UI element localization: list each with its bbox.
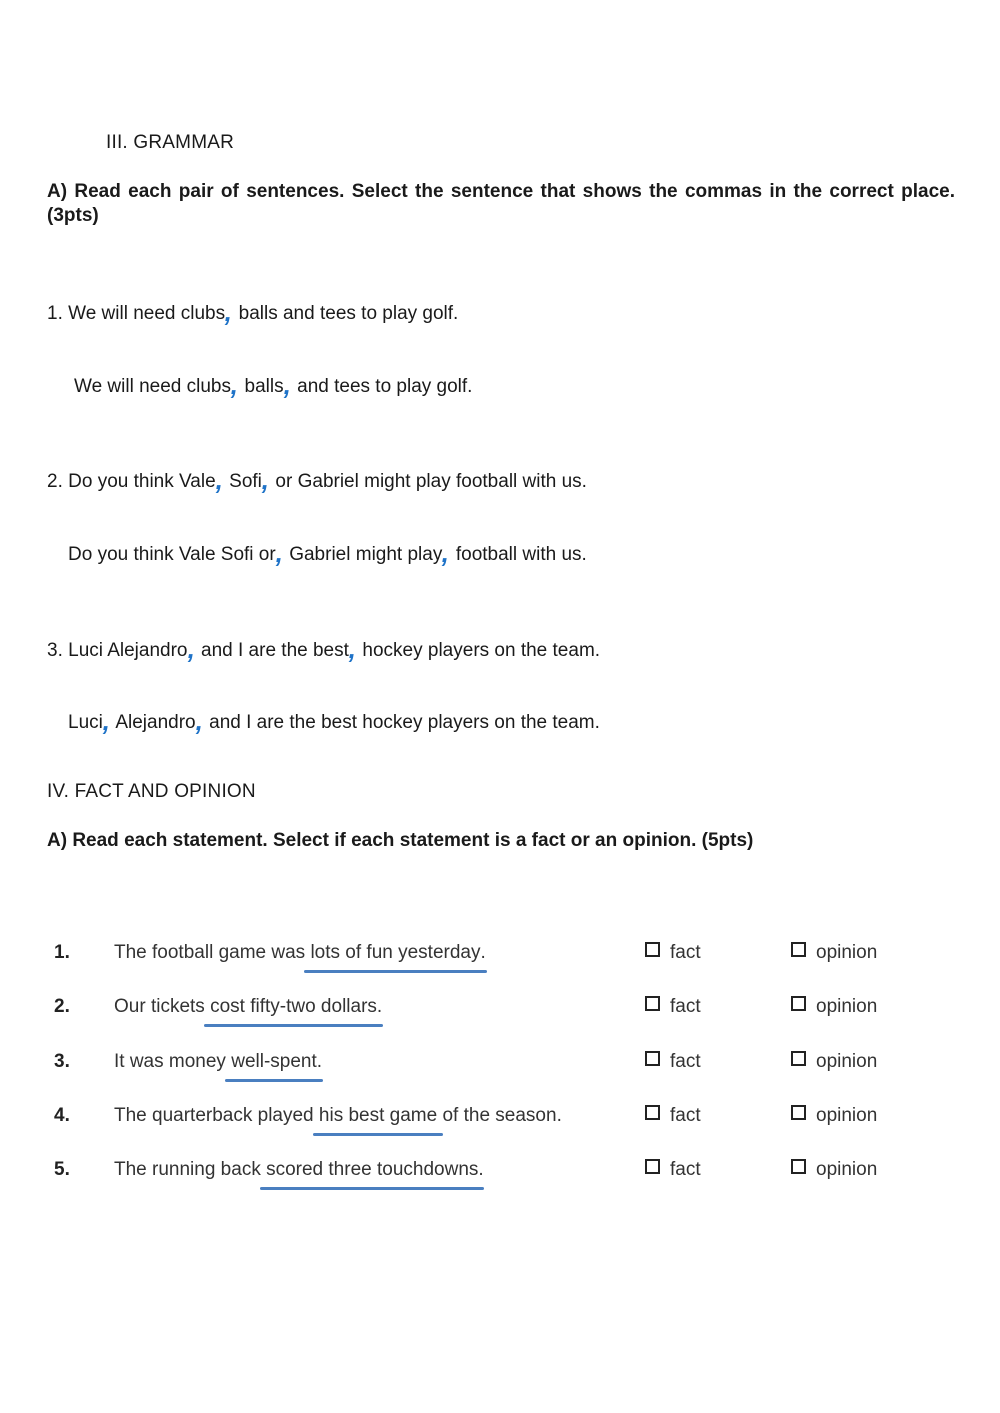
- statement-underline: lots of fun yesterday: [310, 942, 481, 963]
- statement-underline: his best game: [318, 1105, 438, 1126]
- q2-option-b[interactable]: Do you think Vale Sofi or, Gabriel might play, football with us.: [68, 538, 587, 568]
- opinion-option[interactable]: opinion: [791, 1105, 877, 1127]
- checkbox-icon[interactable]: [791, 942, 806, 957]
- statement-row: [0, 1051, 1000, 1091]
- statement-row: [0, 942, 1000, 982]
- statement-underline: scored three touchdowns: [266, 1159, 479, 1180]
- checkbox-icon[interactable]: [791, 1051, 806, 1066]
- statement-row: [0, 1105, 1000, 1145]
- q3-option-a[interactable]: 3. Luci Alejandro, and I are the best, hockey players on the team.: [47, 634, 601, 664]
- statement-row: [0, 996, 1000, 1036]
- statement-underline: well-spent: [231, 1051, 317, 1072]
- opinion-option[interactable]: opinion: [791, 996, 877, 1018]
- section-4-instruction: A) Read each statement. Select if each statement is a fact or an opinion. (5pts): [47, 830, 754, 851]
- fact-option[interactable]: fact: [645, 942, 701, 964]
- opinion-option[interactable]: opinion: [791, 1159, 877, 1181]
- checkbox-icon[interactable]: [645, 996, 660, 1011]
- checkbox-icon[interactable]: [791, 996, 806, 1011]
- q1-option-a[interactable]: 1. We will need clubs, balls and tees to play golf.: [47, 297, 459, 327]
- checkbox-icon[interactable]: [645, 1159, 660, 1174]
- section-3-instruction: A) Read each pair of sentences. Select the sentence that shows the commas in the correct place. (3pts): [47, 181, 955, 226]
- fact-option[interactable]: fact: [645, 1051, 701, 1073]
- statement-number: 3.: [54, 1051, 70, 1072]
- checkbox-icon[interactable]: [791, 1159, 806, 1174]
- statement-number: 4.: [54, 1105, 70, 1126]
- checkbox-icon[interactable]: [645, 942, 660, 957]
- statement-underline: cost fifty-two dollars: [210, 996, 377, 1017]
- statement-text: It was money well-spent.: [114, 1051, 323, 1072]
- statement-row: [0, 1159, 1000, 1199]
- fact-option[interactable]: fact: [645, 1159, 701, 1181]
- opinion-option[interactable]: opinion: [791, 1051, 877, 1073]
- opinion-option[interactable]: opinion: [791, 942, 877, 964]
- statement-number: 5.: [54, 1159, 70, 1180]
- statement-text: Our tickets cost fifty-two dollars.: [114, 996, 383, 1017]
- q3-option-b[interactable]: Luci, Alejandro, and I are the best hockey players on the team.: [68, 706, 600, 736]
- statement-text: The football game was lots of fun yesterday.: [114, 942, 486, 963]
- statement-text: The quarterback played his best game of the season.: [114, 1105, 562, 1126]
- fact-option[interactable]: fact: [645, 996, 701, 1018]
- checkbox-icon[interactable]: [791, 1105, 806, 1120]
- section-4-heading: IV. FACT AND OPINION: [47, 781, 256, 802]
- fact-option[interactable]: fact: [645, 1105, 701, 1127]
- q1-option-b[interactable]: We will need clubs, balls, and tees to play golf.: [74, 370, 473, 400]
- section-3-heading: III. GRAMMAR: [106, 132, 235, 153]
- q2-option-a[interactable]: 2. Do you think Vale, Sofi, or Gabriel might play football with us.: [47, 465, 587, 495]
- statement-number: 2.: [54, 996, 70, 1017]
- statement-number: 1.: [54, 942, 70, 963]
- statement-text: The running back scored three touchdowns.: [114, 1159, 484, 1180]
- checkbox-icon[interactable]: [645, 1105, 660, 1120]
- checkbox-icon[interactable]: [645, 1051, 660, 1066]
